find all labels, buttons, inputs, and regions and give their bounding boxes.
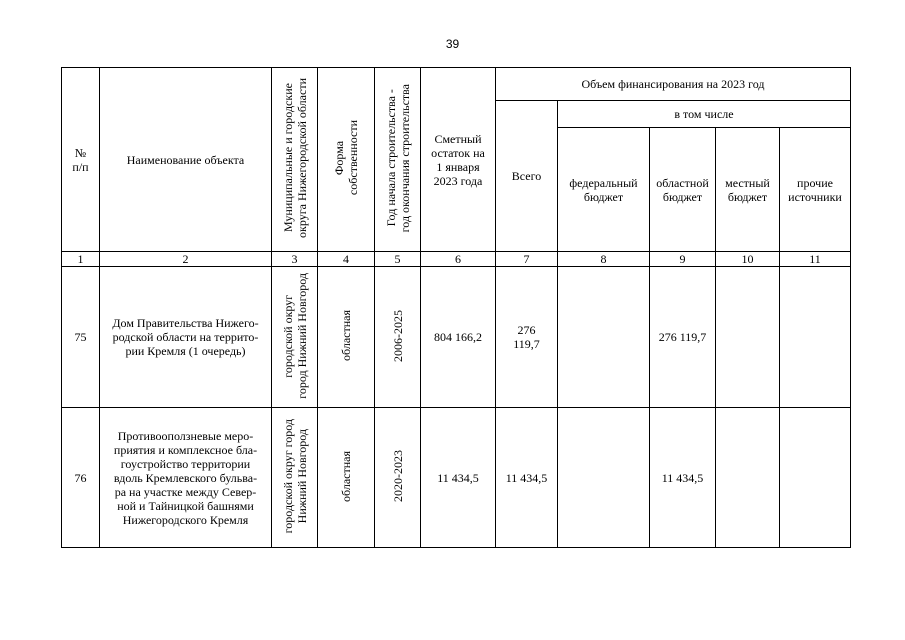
row-total: 11 434,5 [496, 408, 558, 548]
table-row [62, 267, 851, 408]
header-regional: областной бюджет [650, 128, 716, 252]
header-municipal: Муниципальные и городские округа Нижегородской области [272, 68, 318, 252]
header-num: № п/п [62, 68, 100, 252]
row-estimate: 804 166,2 [421, 267, 496, 408]
column-number: 2 [100, 252, 272, 267]
column-number: 1 [62, 252, 100, 267]
row-name: Дом Правительства Нижего- родской области на террито- рии Кремля (1 очередь) [100, 267, 272, 408]
column-number: 6 [421, 252, 496, 267]
row-local [716, 267, 780, 408]
row-estimate: 11 434,5 [421, 408, 496, 548]
row-federal [558, 408, 650, 548]
row-regional: 276 119,7 [650, 267, 716, 408]
header-years: Год начала строительства - год окончания строительства [375, 68, 421, 252]
row-other [780, 267, 851, 408]
row-ownership: областная [318, 267, 375, 408]
row-other [780, 408, 851, 548]
column-number: 5 [375, 252, 421, 267]
row-local [716, 408, 780, 548]
header-ownership: Форма собственности [318, 68, 375, 252]
row-municipal: городской округ город Нижний Новгород [272, 267, 318, 408]
header-total: Всего [496, 101, 558, 252]
header-estimate: Сметный остаток на 1 января 2023 года [421, 68, 496, 252]
header-financing: Объем финансирования на 2023 год [496, 68, 851, 101]
column-number-row [62, 252, 851, 267]
row-years: 2006-2025 [375, 267, 421, 408]
row-name: Противооползневые меро- приятия и комплексное бла- гоустройство территории вдоль Кремлевского бульва- ра на участке между Север- ной и Тайницкой башнями Нижегородского Кремля [100, 408, 272, 548]
column-number: 9 [650, 252, 716, 267]
row-num: 75 [62, 267, 100, 408]
column-number: 11 [780, 252, 851, 267]
column-number: 4 [318, 252, 375, 267]
column-number: 8 [558, 252, 650, 267]
table-row [62, 408, 851, 548]
row-total: 276 119,7 [496, 267, 558, 408]
column-number: 10 [716, 252, 780, 267]
header-other: прочие источники [780, 128, 851, 252]
column-number: 3 [272, 252, 318, 267]
row-federal [558, 267, 650, 408]
row-municipal: городской округ город Нижний Новгород [272, 408, 318, 548]
row-ownership: областная [318, 408, 375, 548]
financing-table [61, 67, 851, 548]
header-including: в том числе [558, 101, 851, 128]
column-number: 7 [496, 252, 558, 267]
header-name: Наименование объекта [100, 68, 272, 252]
page-number: 39 [445, 37, 460, 51]
header-federal: федеральный бюджет [558, 128, 650, 252]
header-local: местный бюджет [716, 128, 780, 252]
row-years: 2020-2023 [375, 408, 421, 548]
row-regional: 11 434,5 [650, 408, 716, 548]
row-num: 76 [62, 408, 100, 548]
